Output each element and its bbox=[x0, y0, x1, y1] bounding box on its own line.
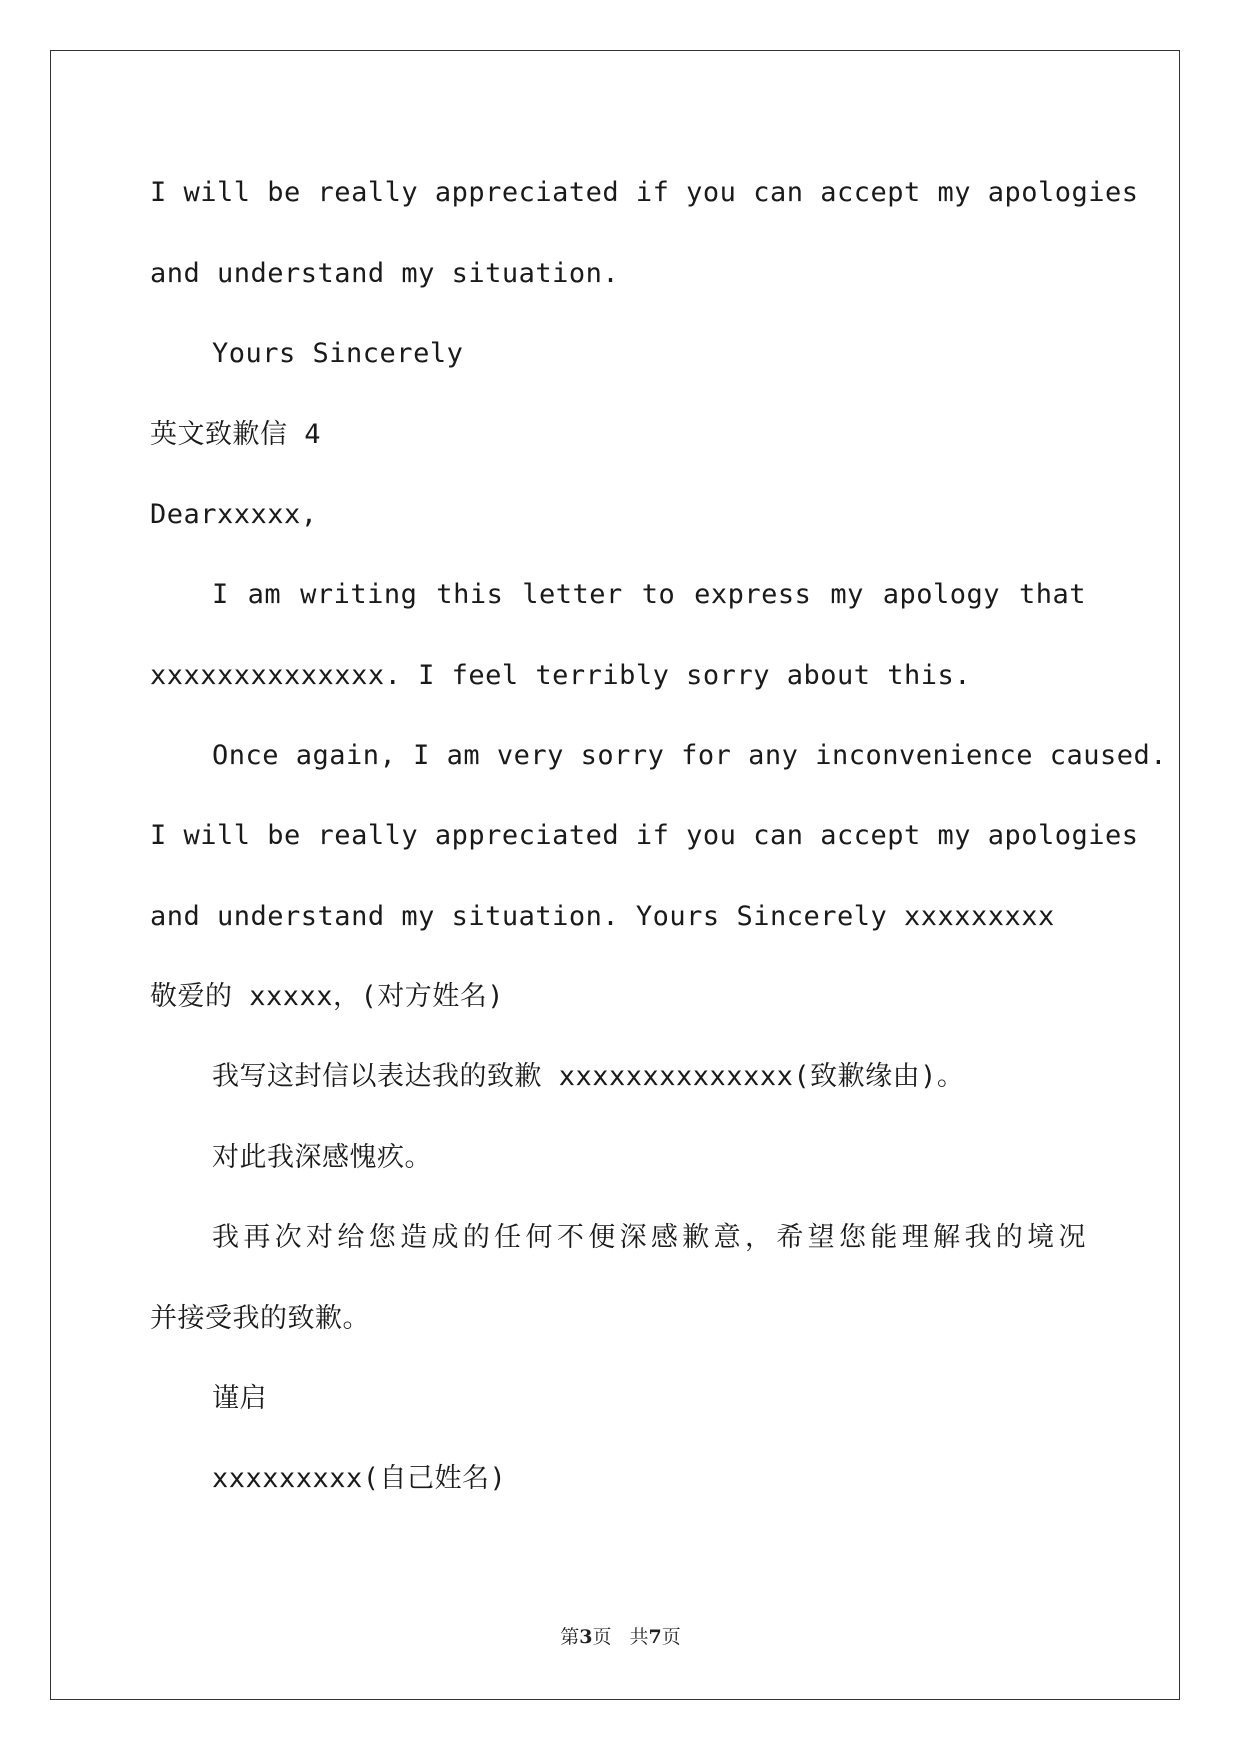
body-line-9: I will be really appreciated if you can accept my apologies bbox=[150, 820, 1139, 851]
body-line-6: I am writing this letter to express my apology that bbox=[212, 579, 1086, 610]
page-footer bbox=[0, 1622, 1241, 1649]
body-line-7: xxxxxxxxxxxxxx. I feel terribly sorry about this. bbox=[150, 660, 972, 691]
cn-closing: 谨启 bbox=[212, 1383, 267, 1414]
cn-body-line-3: 我再次对给您造成的任何不便深感歉意，希望您能理解我的境况 bbox=[212, 1222, 1086, 1253]
footer-prefix: 第 bbox=[560, 1626, 580, 1648]
cn-body-line-1: 我写这封信以表达我的致歉 xxxxxxxxxxxxxx(致歉缘由)。 bbox=[212, 1061, 965, 1092]
footer-total-pages: 7 bbox=[648, 1626, 662, 1648]
cn-body-line-4: 并接受我的致歉。 bbox=[150, 1303, 370, 1334]
footer-total-unit: 页 bbox=[661, 1626, 681, 1648]
footer-page-unit: 页 bbox=[592, 1626, 612, 1648]
cn-body-line-2: 对此我深感愧疚。 bbox=[212, 1142, 432, 1173]
cn-salutation: 敬爱的 xxxxx，(对方姓名) bbox=[150, 981, 505, 1012]
body-line-1: I will be really appreciated if you can accept my apologies bbox=[150, 177, 1139, 208]
section-heading: 英文致歉信 4 bbox=[150, 419, 322, 450]
footer-total-prefix: 共 bbox=[629, 1626, 649, 1648]
closing-yours-sincerely: Yours Sincerely bbox=[212, 338, 464, 369]
page-frame bbox=[50, 50, 1180, 1700]
body-line-10: and understand my situation. Yours Sincerely xxxxxxxxx bbox=[150, 901, 1055, 932]
salutation: Dearxxxxx, bbox=[150, 499, 318, 530]
body-line-2: and understand my situation. bbox=[150, 258, 620, 289]
footer-page-number: 3 bbox=[579, 1626, 593, 1648]
body-line-8: Once again, I am very sorry for any inconvenience caused. bbox=[212, 740, 1168, 771]
cn-signature: xxxxxxxxx(自己姓名) bbox=[212, 1463, 507, 1494]
